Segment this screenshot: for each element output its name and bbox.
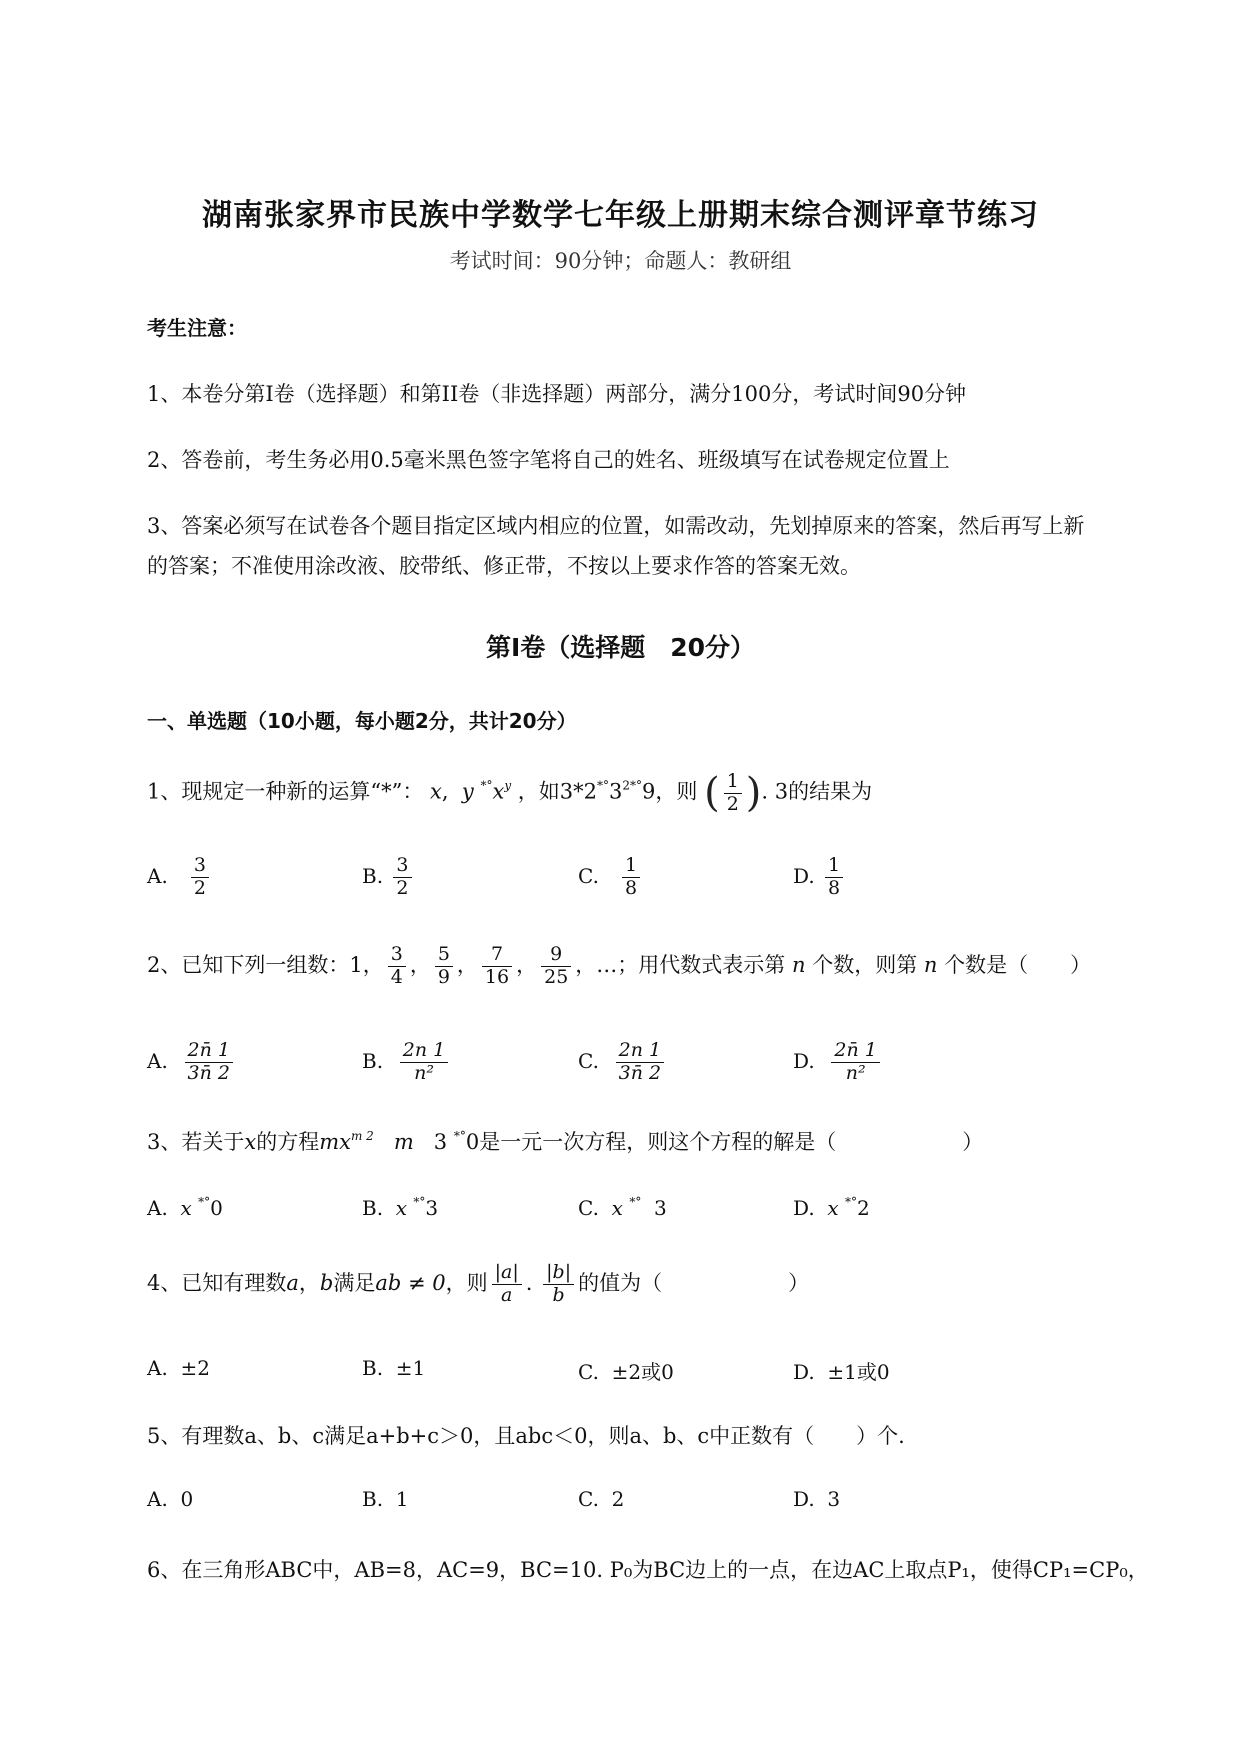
- q1-x: x: [430, 779, 442, 804]
- q2-lead: 2、已知下列一组数：1，: [147, 952, 384, 977]
- q1-fraction: $\frac{1}{2}$: [724, 771, 742, 816]
- q5-option-a[interactable]: A. 0: [147, 1487, 194, 1511]
- q4-option-b[interactable]: B. ±1: [362, 1356, 426, 1380]
- notice-heading: 考生注意：: [147, 316, 247, 340]
- question-5: 5、有理数a、b、c满足a+b+c＞0，且abc＜0，则a、b、c中正数有（ ）个.: [147, 1424, 905, 1448]
- q1-star3: *°: [630, 778, 643, 793]
- q4-option-c[interactable]: C. ±2或0: [578, 1360, 674, 1384]
- question-3: 3、若关于x的方程$mx^{m 2}$ m 3 *°0是一元一次方程，则这个方程的解是（ ）: [147, 1129, 984, 1154]
- question-2: 2、已知下列一组数：1， $\frac{3}{4}$ ， $\frac{5}{9}$ ， $\frac{7}{16}$ ， $\frac{9}{25}$ ，…；用代数式表示第 n 个数，则第 n 个数是（ ）: [147, 943, 1092, 988]
- q1-lead: 1、现规定一种新的运算“*”：: [147, 779, 424, 804]
- q1-tail: 3的结果为: [774, 779, 873, 804]
- q1-mid3: 9，则: [642, 779, 698, 804]
- q1-option-c[interactable]: C. $\frac{1}{8}$: [578, 855, 644, 900]
- q4-option-d[interactable]: D. ±1或0: [793, 1360, 890, 1384]
- q1-star: *°: [480, 778, 493, 793]
- q3-option-d[interactable]: D. x *°2: [793, 1195, 870, 1220]
- notice-item-1: 1、本卷分第I卷（选择题）和第II卷（非选择题）两部分，满分100分，考试时间90分钟: [147, 382, 967, 406]
- q3-option-c[interactable]: C. x *° 3: [578, 1195, 667, 1220]
- q1-mid2: 3: [609, 779, 623, 804]
- section-title: 第I卷（选择题 20分）: [485, 633, 756, 662]
- q2-option-b[interactable]: B. $\frac{2n 1}{\text{n²}}$: [362, 1040, 452, 1085]
- question-1: 1、现规定一种新的运算“*”： x, y $^{*^\circ}x^y$ ，如$3*2^{*^\circ}3^{2*^\circ}9$，则 ( $\frac{1}{2}$ ). 3的结果为: [147, 769, 873, 816]
- q5-option-b[interactable]: B. 1: [362, 1487, 409, 1511]
- q3-option-b[interactable]: B. x *°3: [362, 1195, 439, 1220]
- q1-mid: ，如3*2: [517, 779, 598, 804]
- q1-xpow: x: [492, 779, 505, 804]
- part-title: 一、单选题（10小题，每小题2分，共计20分）: [147, 709, 577, 733]
- q1-option-d[interactable]: D. $\frac{1}{8}$: [793, 855, 847, 900]
- q4-option-a[interactable]: A. ±2: [147, 1356, 211, 1380]
- notice-item-2: 2、答卷前，考生务必用0.5毫米黑色签字笔将自己的姓名、班级填写在试卷规定位置上: [147, 448, 950, 472]
- q1-option-b[interactable]: B. $\frac{3}{2}$: [362, 855, 416, 900]
- notice-item-3: 3、答案必须写在试卷各个题目指定区域内相应的位置，如需改动，先划掉原来的答案，然后再写上新: [147, 514, 1085, 538]
- page-title: 湖南张家界市民族中学数学七年级上册期末综合测评章节练习: [202, 198, 1039, 233]
- q2-option-d[interactable]: D. $\frac{2n̄ 1}{\text{n²}}$: [793, 1040, 884, 1085]
- q1-y: y: [461, 779, 474, 804]
- question-4: 4、已知有理数a，b满足ab ≠ 0，则 $\frac{|a|}{a}$ . $\frac{|b|}{b}$ 的值为（ ）: [147, 1261, 810, 1306]
- q3-option-a[interactable]: A. x *°0: [147, 1195, 223, 1220]
- q5-option-c[interactable]: C. 2: [578, 1487, 625, 1511]
- notice-item-3-cont: 的答案；不准使用涂改液、胶带纸、修正带，不按以上要求作答的答案无效。: [147, 554, 861, 578]
- exam-info: 考试时间：90分钟；命题人：教研组: [449, 249, 792, 273]
- question-6: 6、在三角形ABC中，AB=8，AC=9，BC=10. P₀为BC边上的一点，在边AC上取点P₁，使得CP₁=CP₀，: [147, 1558, 1149, 1582]
- q5-option-d[interactable]: D. 3: [793, 1487, 841, 1511]
- q1-star2: *°: [597, 778, 610, 793]
- q2-option-c[interactable]: C. $\frac{2n 1}{3n̄ 2}$: [578, 1040, 668, 1085]
- q1-option-a[interactable]: A. $\frac{3}{2}$: [147, 855, 213, 900]
- q1-xpow-sup: y: [504, 778, 512, 793]
- q1-mid2-sup: 2: [622, 778, 631, 793]
- q2-option-a[interactable]: A. $\frac{2n̄ 1}{3n̄ 2}$: [147, 1040, 237, 1085]
